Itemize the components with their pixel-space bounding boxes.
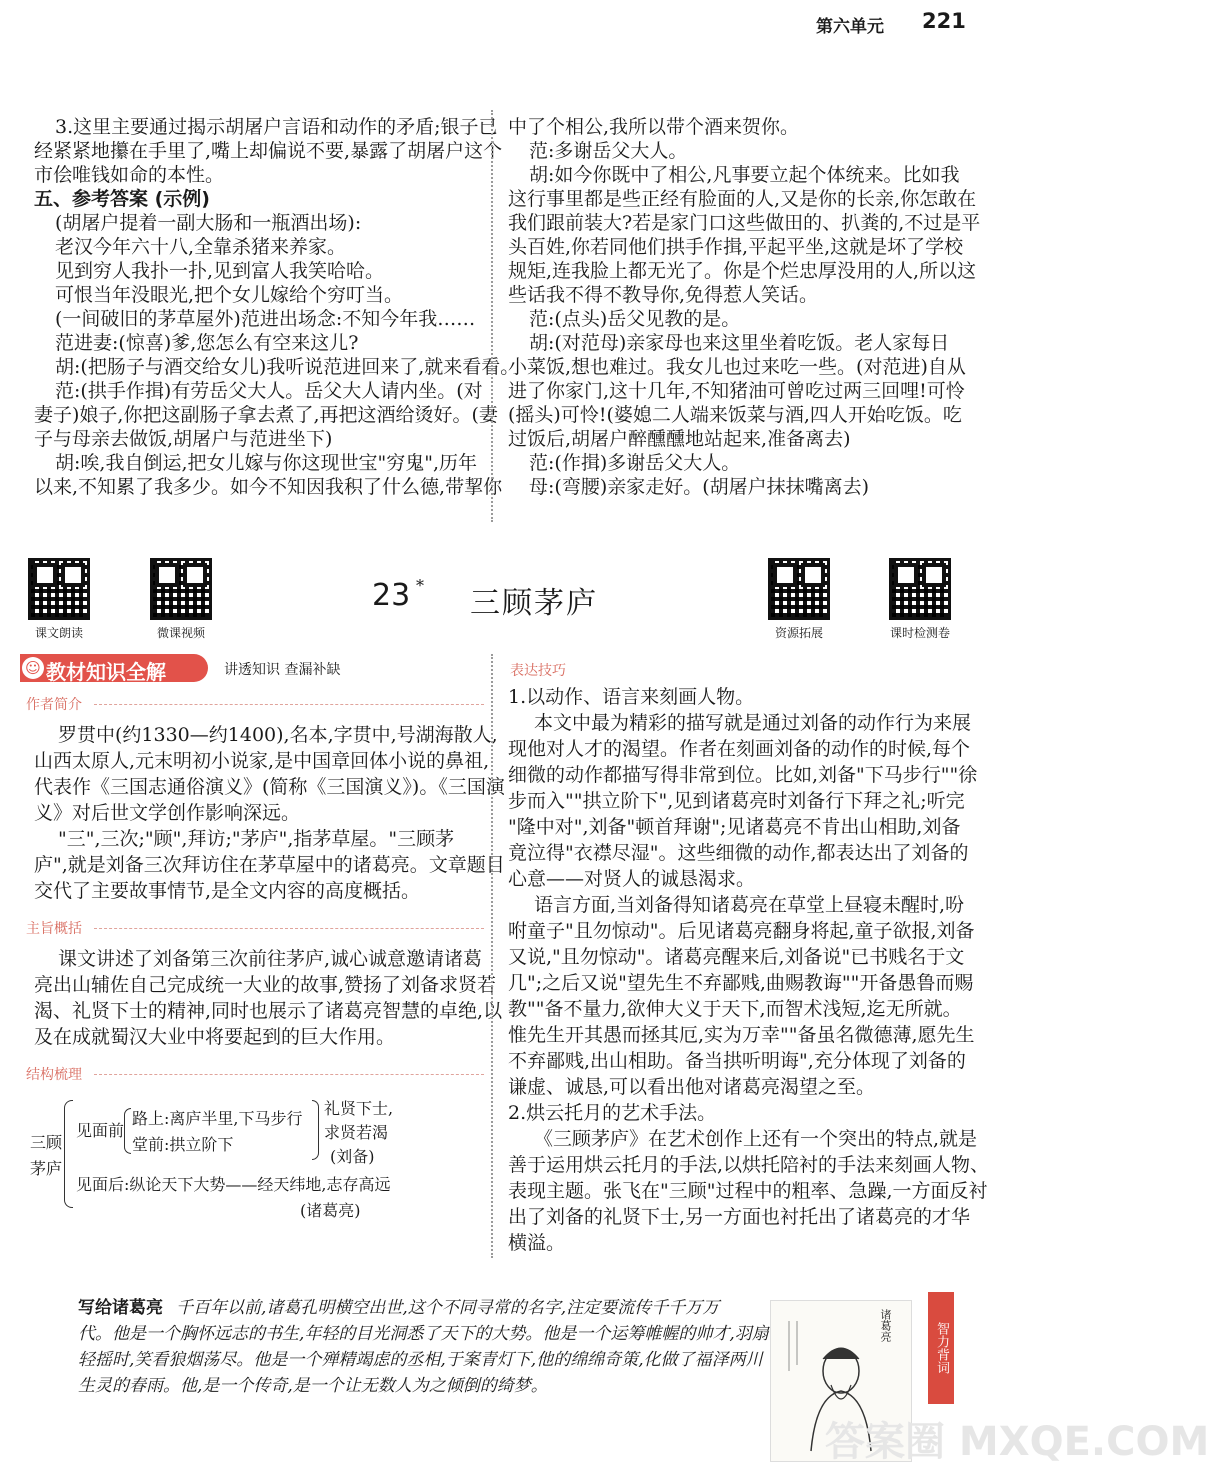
text-line: 课文讲述了刘备第三次前往茅庐,诚心诚意邀请诸葛: [58, 948, 483, 970]
text-line: 这行事里都是些正经有脸面的人,又是你的长亲,你怎敢在: [508, 188, 977, 210]
text-line: 善于运用烘云托月的手法,以烘托陪衬的手法来刻画人物、: [508, 1154, 990, 1176]
text-line: 母:(弯腰)亲家走好。(胡屠户抹抹嘴离去): [529, 476, 870, 498]
text-line: "三",三次;"顾",拜访;"茅庐",指茅草屋。"三顾茅: [58, 828, 455, 850]
section-banner-subtitle: 讲透知识 查漏补缺: [224, 662, 341, 678]
text-line: 亮出山辅佐自己完成统一大业的故事,赞扬了刘备求贤若: [34, 974, 497, 996]
column-divider: [491, 110, 493, 522]
lesson-number: 23: [372, 578, 411, 613]
text-line: 咐童子"且勿惊动"。后见诸葛亮翻身将起,童子欲报,刘备: [508, 920, 975, 942]
text-line: 经紧紧地攥在手里了,嘴上却偏说不要,暴露了胡屠户这个: [34, 140, 503, 162]
heading-rule: [94, 1074, 484, 1075]
text-line: 小菜饭,想也难过。我女儿也过来吃一些。(对范进)自从: [508, 356, 966, 378]
tree-root-a: 三顾: [30, 1133, 63, 1152]
tree-summary: (刘备): [330, 1147, 375, 1166]
text-line: 子与母亲去做饭,胡屠户与范进坐下): [34, 428, 333, 450]
tree-before: 见面前: [76, 1121, 125, 1140]
note-line: 生灵的春雨。他,是一个传奇,是一个让无数人为之倾倒的绮梦。: [78, 1376, 548, 1396]
text-line: (胡屠户提着一副大肠和一瓶酒出场):: [55, 212, 362, 234]
tree-branch: 路上:离庐半里,下马步行: [132, 1109, 303, 1128]
text-line: 范:(作揖)多谢岳父大人。: [529, 452, 741, 474]
text-line: 语言方面,当刘备得知诸葛亮在草堂上昼寝未醒时,吩: [534, 894, 965, 916]
answer-heading: 五、参考答案 (示例): [34, 188, 210, 210]
qr-code-video[interactable]: [150, 558, 212, 620]
qr-label: 微课视频: [156, 626, 205, 640]
qr-label: 课文朗读: [34, 626, 83, 640]
text-line: 《三顾茅庐》在艺术创作上还有一个突出的特点,就是: [534, 1128, 978, 1150]
tree-summary: 求贤若渴: [324, 1123, 389, 1142]
text-line: 胡:(把肠子与酒交给女儿)我听说范进回来了,就来看看。: [55, 356, 520, 378]
text-line: 些话我不得不教导你,免得惹人笑话。: [508, 284, 819, 306]
text-line: 胡:唉,我自倒运,把女儿嫁与你这现世宝"穷鬼",历年: [55, 452, 477, 474]
text-line: 头百姓,你若同他们拱手作揖,平起平坐,这就是坏了学校: [508, 236, 964, 258]
text-line: 出了刘备的礼贤下士,另一方面也衬托出了诸葛亮的才华: [508, 1206, 971, 1228]
tree-root-b: 茅庐: [30, 1159, 63, 1178]
text-line: 过饭后,胡屠户醉醺醺地站起来,准备离去): [508, 428, 851, 450]
text-line: 义》对后世文学创作影响深远。: [34, 802, 301, 824]
text-line: 胡:(对范母)亲家母也来这里坐着吃饭。老人家每日: [529, 332, 950, 354]
tree-brace: [312, 1100, 319, 1160]
tree-summary: (诸葛亮): [300, 1201, 361, 1220]
tree-branch: 堂前:拱立阶下: [132, 1135, 234, 1154]
text-line: 竟泣得"衣襟尽湿"。这些细微的动作,都表达出了刘备的: [508, 842, 969, 864]
text-line: 细微的动作都描写得非常到位。比如,刘备"下马步行""徐: [508, 764, 978, 786]
text-line: 妻子)娘子,你把这副肠子拿去煮了,再把这酒给烫好。(妻: [34, 404, 498, 426]
text-line: 步而入""拱立阶下",见到诸葛亮时刘备行下拜之礼;听完: [508, 790, 965, 812]
tree-after: 见面后:纵论天下大势——经天纬地,志存高远: [76, 1175, 391, 1194]
text-line: 现他对人才的渴望。作者在刻画刘备的动作的时候,每个: [508, 738, 971, 760]
side-tag: 智力背词: [928, 1292, 954, 1404]
text-line: 可恨当年没眼光,把个女儿嫁给个穷叮当。: [55, 284, 404, 306]
text-line: 2.烘云托月的艺术手法。: [508, 1102, 717, 1124]
text-line: 范进妻:(惊喜)爹,您怎么有空来这儿?: [55, 332, 359, 354]
text-line: 范:(点头)岳父见教的是。: [529, 308, 741, 330]
text-line: 庐",就是刘备三次拜访住在茅草屋中的诸葛亮。文章题目: [34, 854, 505, 876]
author-heading: 作者简介: [26, 697, 82, 713]
tree-brace: [64, 1100, 73, 1208]
structure-heading: 结构梳理: [26, 1067, 82, 1083]
text-line: (摇头)可怜!(婆媳二人端来饭菜与酒,四人开始吃饭。吃: [508, 404, 962, 426]
text-line: 中了个相公,我所以带个酒来贺你。: [508, 116, 800, 138]
technique-heading: 表达技巧: [510, 663, 566, 679]
smile-icon: ☺: [22, 657, 44, 679]
qr-label: 课时检测卷: [889, 626, 950, 640]
text-line: 见到穷人我扑一扑,见到富人我笑哈哈。: [55, 260, 385, 282]
text-line: "隆中对",刘备"顿首拜谢";见诸葛亮不肯出山相助,刘备: [508, 816, 961, 838]
note-line: 千百年以前,诸葛孔明横空出世,这个不同寻常的名字,注定要流传千千万万: [176, 1298, 720, 1318]
page-number: 221: [922, 9, 966, 33]
portrait-caption: 诸葛亮: [879, 1309, 892, 1342]
text-line: 代表作《三国志通俗演义》(简称《三国演义》)。《三国演: [34, 776, 505, 798]
text-line: 3.这里主要通过揭示胡屠户言语和动作的矛盾;银子已: [55, 116, 498, 138]
text-line: 1.以动作、语言来刻画人物。: [508, 686, 755, 708]
text-line: 惟先生开其愚而拯其厄,实为万幸""备虽名微德薄,愿先生: [508, 1024, 975, 1046]
text-line: 几";之后又说"望先生不弃鄙贱,曲赐教诲""开备愚鲁而赐: [508, 972, 974, 994]
watermark: 答案圈 MXQE.COM: [825, 1419, 1209, 1465]
qr-code-resources[interactable]: [768, 558, 830, 620]
text-line: 表现主题。张飞在"三顾"过程中的粗率、急躁,一方面反衬: [508, 1180, 988, 1202]
note-label: 写给诸葛亮: [78, 1298, 163, 1318]
note-line: 轻摇时,笑看狼烟荡尽。他是一个殚精竭虑的丞相,于案青灯下,他的绵绵奇策,化做了福泽两川: [78, 1350, 763, 1370]
qr-code-test[interactable]: [889, 558, 951, 620]
note-line: 代。他是一个胸怀远志的书生,年轻的目光洞悉了天下的大势。他是一个运筹帷幄的帅才,羽扇: [78, 1324, 769, 1344]
heading-rule: [94, 928, 484, 929]
text-line: 以来,不知累了我多少。如今不知因我积了什么德,带挈你: [34, 476, 503, 498]
text-line: 又说,"且勿惊动"。诸葛亮醒来后,刘备说"已书贱名于文: [508, 946, 965, 968]
heading-rule: [94, 704, 484, 705]
text-line: 不弃鄙贱,出山相助。备当拱听明诲",充分体现了刘备的: [508, 1050, 966, 1072]
section-banner-title: 教材知识全解: [46, 660, 166, 684]
theme-heading: 主旨概括: [26, 921, 82, 937]
qr-label: 资源拓展: [774, 626, 823, 640]
text-line: 及在成就蜀汉大业中将要起到的巨大作用。: [34, 1026, 396, 1048]
unit-label: 第六单元: [816, 17, 884, 37]
text-line: (一间破旧的茅草屋外)范进出场念:不知今年我……: [55, 308, 476, 330]
text-line: 横溢。: [508, 1232, 566, 1254]
text-line: 谦虚、诚恳,可以看出他对诸葛亮渴望之至。: [508, 1076, 876, 1098]
column-divider: [491, 654, 493, 1258]
text-line: 胡:如今你既中了相公,凡事要立起个体统来。比如我: [529, 164, 960, 186]
lesson-title: 三顾茅庐: [470, 586, 598, 621]
text-line: 本文中最为精彩的描写就是通过刘备的动作行为来展: [534, 712, 972, 734]
text-line: 老汉今年六十八,全靠杀猪来养家。: [55, 236, 347, 258]
text-line: 山西太原人,元末明初小说家,是中国章回体小说的鼻祖,: [34, 750, 490, 772]
text-line: 进了你家门,这十几年,不知猪油可曾吃过两三回哩!可怜: [508, 380, 965, 402]
text-line: 交代了主要故事情节,是全文内容的高度概括。: [34, 880, 421, 902]
text-line: 规矩,连我脸上都无光了。你是个烂忠厚没用的人,所以这: [508, 260, 977, 282]
tree-summary: 礼贤下士,: [324, 1099, 394, 1118]
text-line: 范:(拱手作揖)有劳岳父大人。岳父大人请内坐。(对: [55, 380, 483, 402]
text-line: 我们跟前装大?若是家门口这些做田的、扒粪的,不过是平: [508, 212, 981, 234]
text-line: 心意——对贤人的诚恳渴求。: [508, 868, 756, 890]
lesson-star: *: [416, 576, 424, 595]
text-line: 渴、礼贤下士的精神,同时也展示了诸葛亮智慧的卓绝,以: [34, 1000, 503, 1022]
text-line: 市侩唯钱如命的本性。: [34, 164, 225, 186]
text-line: 教""备不量力,欲伸大义于天下,而智术浅短,迄无所就。: [508, 998, 962, 1020]
qr-code-reading[interactable]: [28, 558, 90, 620]
tree-brace: [124, 1108, 131, 1154]
text-line: 罗贯中(约1330—约1400),名本,字贯中,号湖海散人,: [58, 724, 498, 746]
text-line: 范:多谢岳父大人。: [529, 140, 688, 162]
